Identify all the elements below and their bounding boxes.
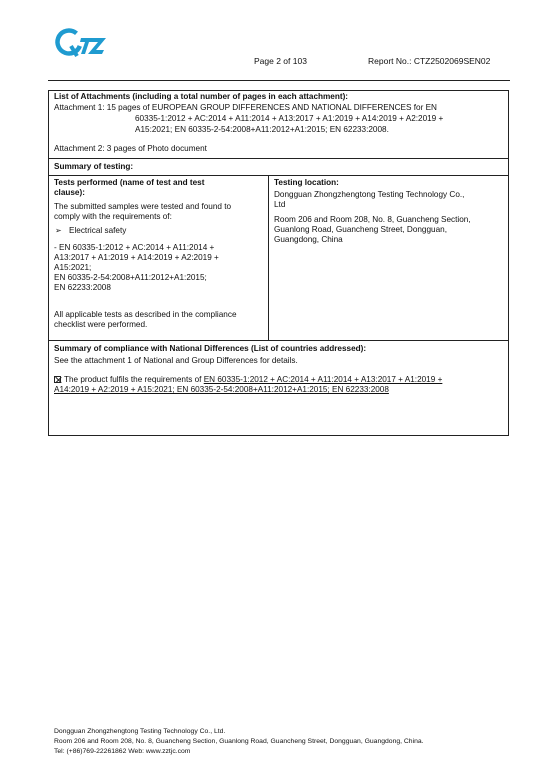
footer-company: Dongguan Zhongzhengtong Testing Technology Co., Ltd. [54, 728, 226, 735]
tests-heading-1: Tests performed (name of test and test [54, 178, 205, 187]
fulfils-standards-2: A14:2019 + A2:2019 + A15:2021; EN 60335-2-54:2008+A11:2012+A1:2015; EN 62233:2008 [54, 385, 389, 394]
page-number: Page 2 of 103 [254, 56, 307, 66]
attachment-1-line-2: 60335-1:2012 + AC:2014 + A11:2014 + A13:2017 + A1:2019 + A14:2019 + A2:2019 + [135, 114, 444, 123]
tests-text-2: comply with the requirements of: [54, 212, 172, 221]
location-line-4: Guanlong Road, Guancheng Street, Dongguan, [274, 225, 447, 234]
tests-text-1: The submitted samples were tested and found to [54, 202, 232, 211]
location-line-1: Dongguan Zhongzhengtong Testing Technology Co., [274, 190, 465, 199]
fulfils-standards-1: EN 60335-1:2012 + AC:2014 + A11:2014 + A13:2017 + A1:2019 + [203, 375, 443, 384]
bullet-electrical-safety: Electrical safety [69, 226, 127, 235]
report-number: Report No.: CTZ2502069SEN02 [368, 56, 491, 66]
standard-line-3: A15:2021; [54, 263, 92, 272]
location-line-2: Ltd [274, 200, 286, 209]
location-line-3: Room 206 and Room 208, No. 8, Guancheng Section, [274, 215, 471, 224]
compliance-heading: Summary of compliance with National Differences (List of countries addressed): [54, 344, 367, 353]
compliance-section [49, 341, 508, 435]
standard-line-4: EN 60335-2-54:2008+A11:2012+A1:2015; [54, 273, 207, 282]
attachments-section [49, 91, 508, 159]
summary-testing-heading: Summary of testing: [54, 162, 134, 171]
attachments-heading: List of Attachments (including a total number of pages in each attachment): [54, 92, 349, 101]
attachment-2: Attachment 2: 3 pages of Photo document [54, 144, 207, 153]
checklist-line-2: checklist were performed. [54, 320, 148, 329]
ctz-logo-icon [54, 26, 108, 62]
compliance-fulfils-line [54, 375, 442, 386]
header-rule [48, 80, 510, 81]
checked-box-icon [54, 376, 61, 383]
standard-line-1: - EN 60335-1:2012 + AC:2014 + A11:2014 + [54, 243, 215, 252]
checklist-line-1: All applicable tests as described in the compliance [54, 310, 237, 319]
fulfils-prefix: The product fulfils the requirements of [64, 375, 204, 384]
standard-line-5: EN 62233:2008 [54, 283, 111, 292]
bullet-arrow-icon: ➢ [55, 226, 62, 235]
location-heading: Testing location: [274, 178, 339, 187]
attachment-1-line-1: Attachment 1: 15 pages of EUROPEAN GROUP DIFFERENCES AND NATIONAL DIFFERENCES for EN [54, 103, 437, 112]
tests-heading-2: clause): [54, 188, 85, 197]
summary-testing-header [49, 159, 508, 176]
location-line-5: Guangdong, China [274, 235, 343, 244]
column-divider [268, 176, 269, 340]
compliance-line: See the attachment 1 of National and Group Differences for details. [54, 356, 298, 365]
attachment-1-line-3: A15:2021; EN 60335-2-54:2008+A11:2012+A1:2015; EN 62233:2008. [135, 125, 389, 134]
report-table [48, 90, 509, 436]
summary-testing-body [49, 176, 508, 341]
footer-contact: Tel: (+86)769-22261862 Web: www.zztjc.com [54, 748, 191, 755]
standard-line-2: A13:2017 + A1:2019 + A14:2019 + A2:2019 + [54, 253, 219, 262]
footer-address: Room 206 and Room 208, No. 8, Guancheng Section, Guanlong Road, Guancheng Street, Dongguan, Guangdong, China. [54, 738, 424, 745]
